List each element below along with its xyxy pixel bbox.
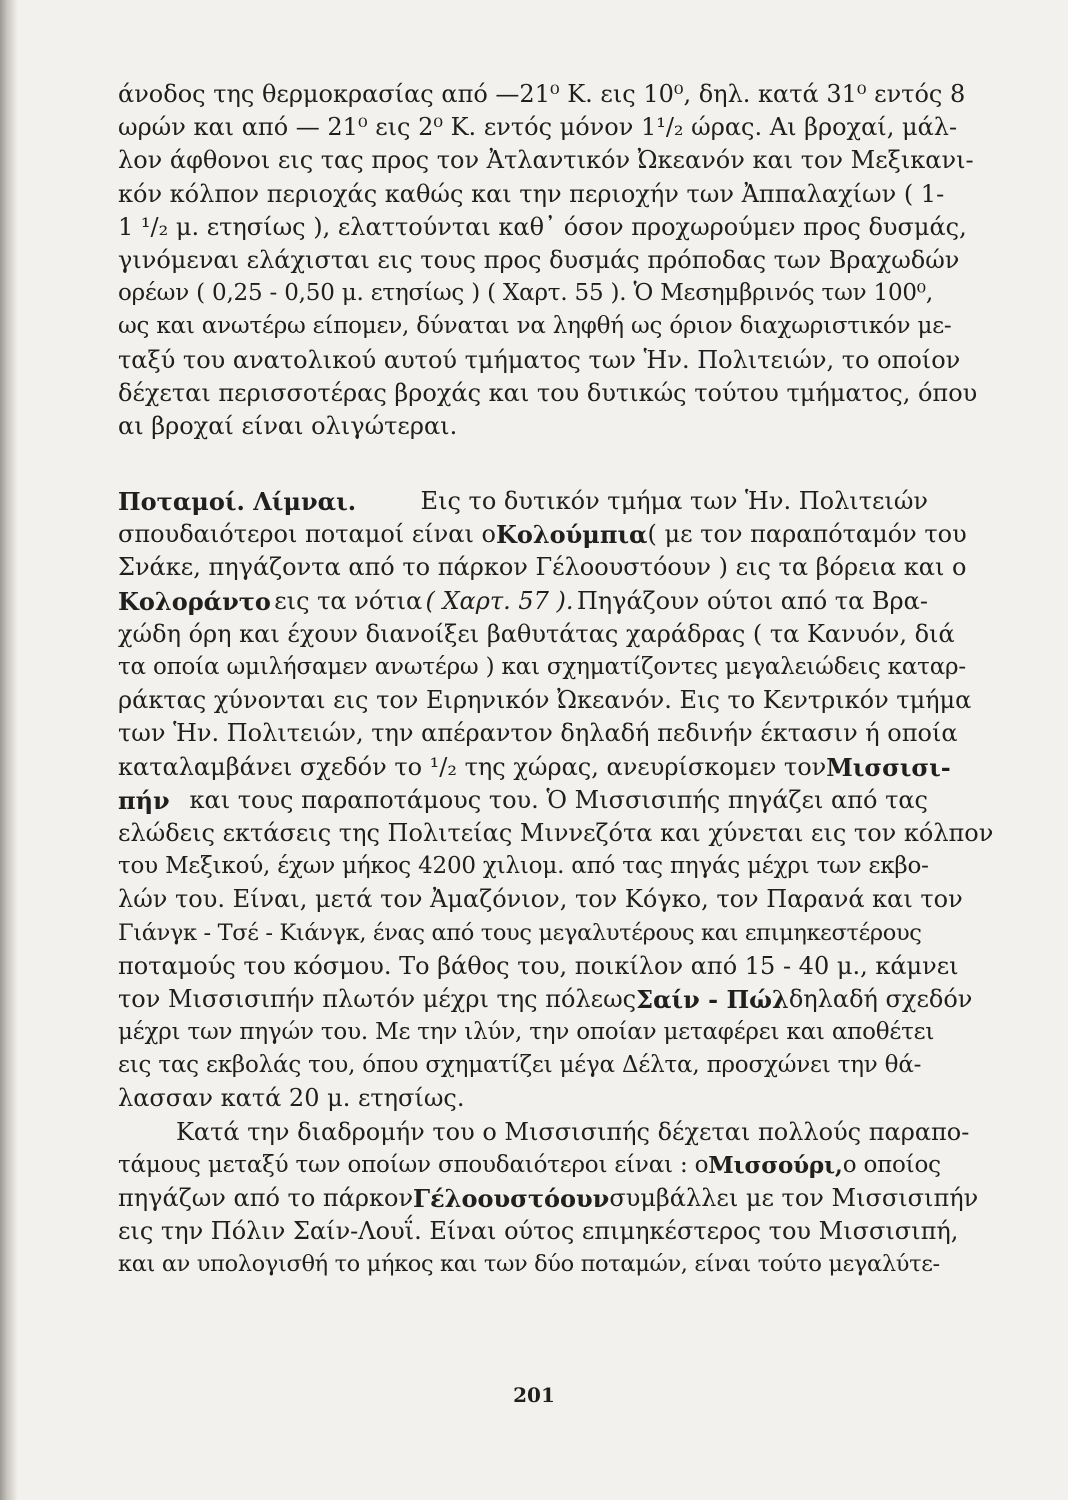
line-text: γινόμεναι ελάχισται εις τους προς δυσμάς πρόποδας των Βραχωδών bbox=[118, 245, 960, 274]
text-line bbox=[118, 917, 928, 950]
text-line bbox=[118, 784, 928, 817]
text-line bbox=[118, 684, 972, 717]
text-line bbox=[118, 244, 960, 277]
paragraph-gap bbox=[118, 443, 928, 485]
line-text: 1 ¹/₂ μ. ετησίως ), ελαττούνται καθ᾽ όσον προχωρούμεν προς δυσμάς, bbox=[118, 212, 967, 241]
section-heading: Ποταμοί. Λίμναι. bbox=[118, 487, 357, 517]
line-text: ο οποίος bbox=[842, 1151, 941, 1178]
line-text: εις την Πόλιν Σαίν-Λουΐ. Είναι ούτος επιμηκέστερος του Μισσισιπή, bbox=[118, 1217, 959, 1246]
text-line bbox=[118, 850, 928, 883]
line-text: αι βροχαί είναι ολιγώτεραι. bbox=[118, 411, 458, 440]
line-text: εις τα νότια bbox=[274, 586, 423, 615]
text-line bbox=[118, 1182, 979, 1215]
line-text: και τους παραποτάμους του. Ὁ Μισσισιπής πηγάζει από τας bbox=[189, 785, 928, 814]
park-name-bold: Γέλοουστόουν bbox=[413, 1184, 610, 1213]
line-text: ως και ανωτέρω είπομεν, δύναται να ληφθή ως όριον διαχωριστικόν με- bbox=[118, 313, 952, 340]
line-text: συμβάλλει με τον Μισσισιπήν bbox=[609, 1184, 979, 1212]
text-line bbox=[118, 410, 928, 443]
line-text: άνοδος της θερμοκρασίας από —21⁰ Κ. εις 10⁰, δηλ. κατά 31⁰ εντός 8 bbox=[118, 80, 966, 108]
text-line bbox=[118, 983, 973, 1016]
page-edge-shadow bbox=[0, 0, 18, 1500]
line-text: ελώδεις εκτάσεις της Πολιτείας Μιννεζότα και χύνεται εις τον κόλπον bbox=[118, 818, 994, 847]
text-line bbox=[118, 618, 955, 651]
text-line bbox=[118, 751, 951, 784]
line-text: των Ἡν. Πολιτειών, την απέραντον δηλαδή πεδινήν έκτασιν ή οποία bbox=[118, 719, 958, 748]
text-line bbox=[118, 1149, 941, 1182]
line-text: ράκτας χύνονται εις τον Ειρηνικόν Ὠκεανόν. Εις το Κεντρικόν τμήμα bbox=[118, 686, 972, 715]
river-name-bold: Μισσισι- bbox=[826, 752, 951, 782]
line-text: Κατά την διαδρομήν του ο Μισσισιπής δέχεται πολλούς παραπο- bbox=[176, 1117, 970, 1146]
line-text: λών του. Είναι, μετά τον Ἀμαζόνιον, τον Κόγκο, τον Παρανά και τον bbox=[118, 885, 963, 914]
text-line bbox=[118, 1116, 970, 1149]
line-text: χώδη όρη και έχουν διανοίξει βαθυτάτας χαράδρας ( τα Κανυόν, διά bbox=[118, 619, 955, 648]
text-line bbox=[118, 585, 928, 618]
line-text: δέχεται περισσοτέρας βροχάς και του δυτικώς τούτου τμήματος, όπου bbox=[118, 378, 978, 407]
line-text: τον Μισσισιπήν πλωτόν μέχρι της πόλεως bbox=[118, 984, 637, 1013]
text-line bbox=[118, 211, 967, 244]
river-name-bold: Κολοράντο bbox=[118, 586, 271, 616]
line-text: λασσαν κατά 20 μ. ετησίως. bbox=[118, 1084, 465, 1113]
text-line bbox=[118, 144, 974, 177]
text-line bbox=[118, 377, 978, 410]
text-line bbox=[118, 1248, 940, 1281]
line-text: ( με τον παραπόταμόν του bbox=[647, 520, 967, 549]
line-text: εις τας εκβολάς του, όπου σχηματίζει μέγα Δέλτα, προσχώνει την θά- bbox=[118, 1052, 922, 1079]
text-line bbox=[118, 344, 961, 377]
line-text: τα οποία ωμιλήσαμεν ανωτέρω ) και σχηματίζοντες μεγαλειώδεις καταρ- bbox=[118, 654, 966, 680]
body-text bbox=[118, 78, 994, 1282]
city-name-bold: Σαίν - Πώλ bbox=[636, 984, 789, 1014]
text-line bbox=[118, 551, 967, 584]
text-line bbox=[118, 717, 958, 750]
line-text: πηγάζων από το πάρκον bbox=[118, 1184, 414, 1212]
river-name-bold: Μισσούρι, bbox=[708, 1151, 843, 1179]
text-line bbox=[118, 485, 928, 518]
line-text: Γιάνγκ - Τσέ - Κιάνγκ, ένας από τους μεγαλυτέρους και επιμηκεστέρους bbox=[118, 919, 922, 946]
line-text: δηλαδή σχεδόν bbox=[788, 984, 973, 1013]
text-line bbox=[118, 310, 952, 343]
river-name-bold: Κολούμπια bbox=[495, 520, 648, 550]
line-text: και αν υπολογισθή το μήκος και των δύο ποταμών, είναι τούτο μεγαλύτε- bbox=[118, 1251, 940, 1278]
line-text: ταξύ του ανατολικού αυτού τμήματος των Ἡν. Πολιτειών, το οποίον bbox=[118, 345, 961, 374]
text-line bbox=[118, 1082, 928, 1115]
line-text: ορέων ( 0,25 - 0,50 μ. ετησίως ) ( Χαρτ. 55 ). Ὁ Μεσημβρινός των 100⁰, bbox=[118, 280, 933, 307]
text-line bbox=[118, 950, 959, 983]
line-text: μέχρι των πηγών του. Με την ιλύν, την οποίαν μεταφέρει και αποθέτει bbox=[118, 1019, 935, 1046]
line-text: σπουδαιότεροι ποταμοί είναι ο bbox=[118, 520, 496, 549]
text-line bbox=[118, 78, 966, 111]
text-line bbox=[118, 178, 945, 211]
river-name-bold: πήν bbox=[118, 785, 170, 815]
line-text: Εις το δυτικόν τμήμα των Ἡν. Πολιτειών bbox=[420, 487, 928, 516]
line-text: κόν κόλπον περιοχάς καθώς και την περιοχήν των Ἀππαλαχίων ( 1- bbox=[118, 179, 945, 208]
text-line bbox=[118, 1049, 928, 1082]
line-text: ωρών και από — 21⁰ εις 2⁰ Κ. εντός μόνον 1¹/₂ ώρας. Αι βροχαί, μάλ- bbox=[118, 113, 958, 142]
text-line bbox=[118, 1215, 959, 1248]
line-text: τάμους μεταξύ των οποίων σπουδαιότεροι είναι : ο bbox=[118, 1151, 709, 1178]
map-reference: ( Χαρτ. 57 ). bbox=[425, 586, 574, 615]
line-segment bbox=[118, 485, 356, 518]
page-number: 201 bbox=[513, 1383, 555, 1407]
line-text: λον άφθονοι εις τας προς τον Ἀτλαντικόν Ὠκεανόν και τον Μεξικανι- bbox=[118, 146, 974, 175]
text-line bbox=[118, 883, 963, 916]
text-line bbox=[118, 277, 933, 310]
text-line bbox=[118, 651, 966, 684]
line-text: Σνάκε, πηγάζοντα από το πάρκον Γέλοουστόουν ) εις τα βόρεια και ο bbox=[118, 553, 967, 582]
text-line bbox=[118, 518, 967, 551]
text-line bbox=[118, 1016, 935, 1049]
line-text: του Μεξικού, έχων μήκος 4200 χιλιομ. από τας πηγάς μέχρι των εκβο- bbox=[118, 853, 929, 880]
line-text: καταλαμβάνει σχεδόν το ¹/₂ της χώρας, ανευρίσκομεν τον bbox=[118, 752, 827, 781]
line-text: ποταμούς του κόσμου. Το βάθος του, ποικίλον από 15 - 40 μ., κάμνει bbox=[118, 951, 959, 980]
text-line bbox=[118, 817, 994, 850]
text-line bbox=[118, 111, 958, 144]
line-text: Πηγάζουν ούτοι από τα Βρα- bbox=[576, 586, 928, 615]
